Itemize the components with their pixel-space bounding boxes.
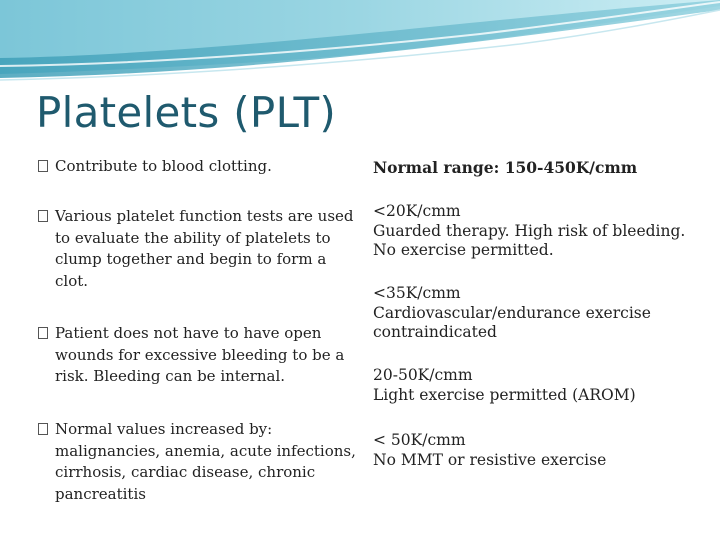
range-group bbox=[373, 284, 703, 343]
range-group bbox=[373, 366, 703, 405]
header-wave-banner bbox=[0, 0, 720, 90]
bullet-text: Patient does not have to have open wounds for excessive bleeding to be a risk. Bleeding can be internal. bbox=[55, 324, 345, 385]
bullet-box-icon bbox=[38, 160, 48, 172]
range-note: Light exercise permitted (AROM) bbox=[373, 385, 636, 404]
range-value: <20K/cmm bbox=[373, 202, 461, 220]
bullet-box-icon bbox=[38, 210, 48, 222]
bullet-item bbox=[38, 206, 358, 292]
bullet-item bbox=[38, 419, 358, 505]
slide-title: Platelets (PLT) bbox=[36, 88, 337, 137]
normal-range-heading: Normal range: 150-450K/cmm bbox=[373, 158, 638, 177]
range-group bbox=[373, 202, 703, 261]
range-note: Guarded therapy. High risk of bleeding. bbox=[373, 221, 686, 240]
range-value: 20-50K/cmm bbox=[373, 366, 473, 384]
bullet-text: Normal values increased by: malignancies, anemia, acute infections, cirrhosis, cardiac disease, chronic pancreatitis bbox=[55, 420, 356, 503]
bullet-item bbox=[38, 323, 358, 388]
bullet-item bbox=[38, 156, 272, 178]
range-note: No exercise permitted. bbox=[373, 241, 554, 259]
range-value: < 50K/cmm bbox=[373, 431, 466, 449]
bullet-box-icon bbox=[38, 423, 48, 435]
range-note: No MMT or resistive exercise bbox=[373, 450, 607, 469]
bullet-text: Contribute to blood clotting. bbox=[55, 157, 272, 175]
bullet-text: Various platelet function tests are used to evaluate the ability of platelets to clump together and begin to form a clot. bbox=[55, 207, 354, 290]
range-value: <35K/cmm bbox=[373, 284, 461, 302]
range-group bbox=[373, 431, 703, 470]
range-note: contraindicated bbox=[373, 323, 497, 341]
bullet-box-icon bbox=[38, 327, 48, 339]
range-note: Cardiovascular/endurance exercise bbox=[373, 303, 651, 322]
